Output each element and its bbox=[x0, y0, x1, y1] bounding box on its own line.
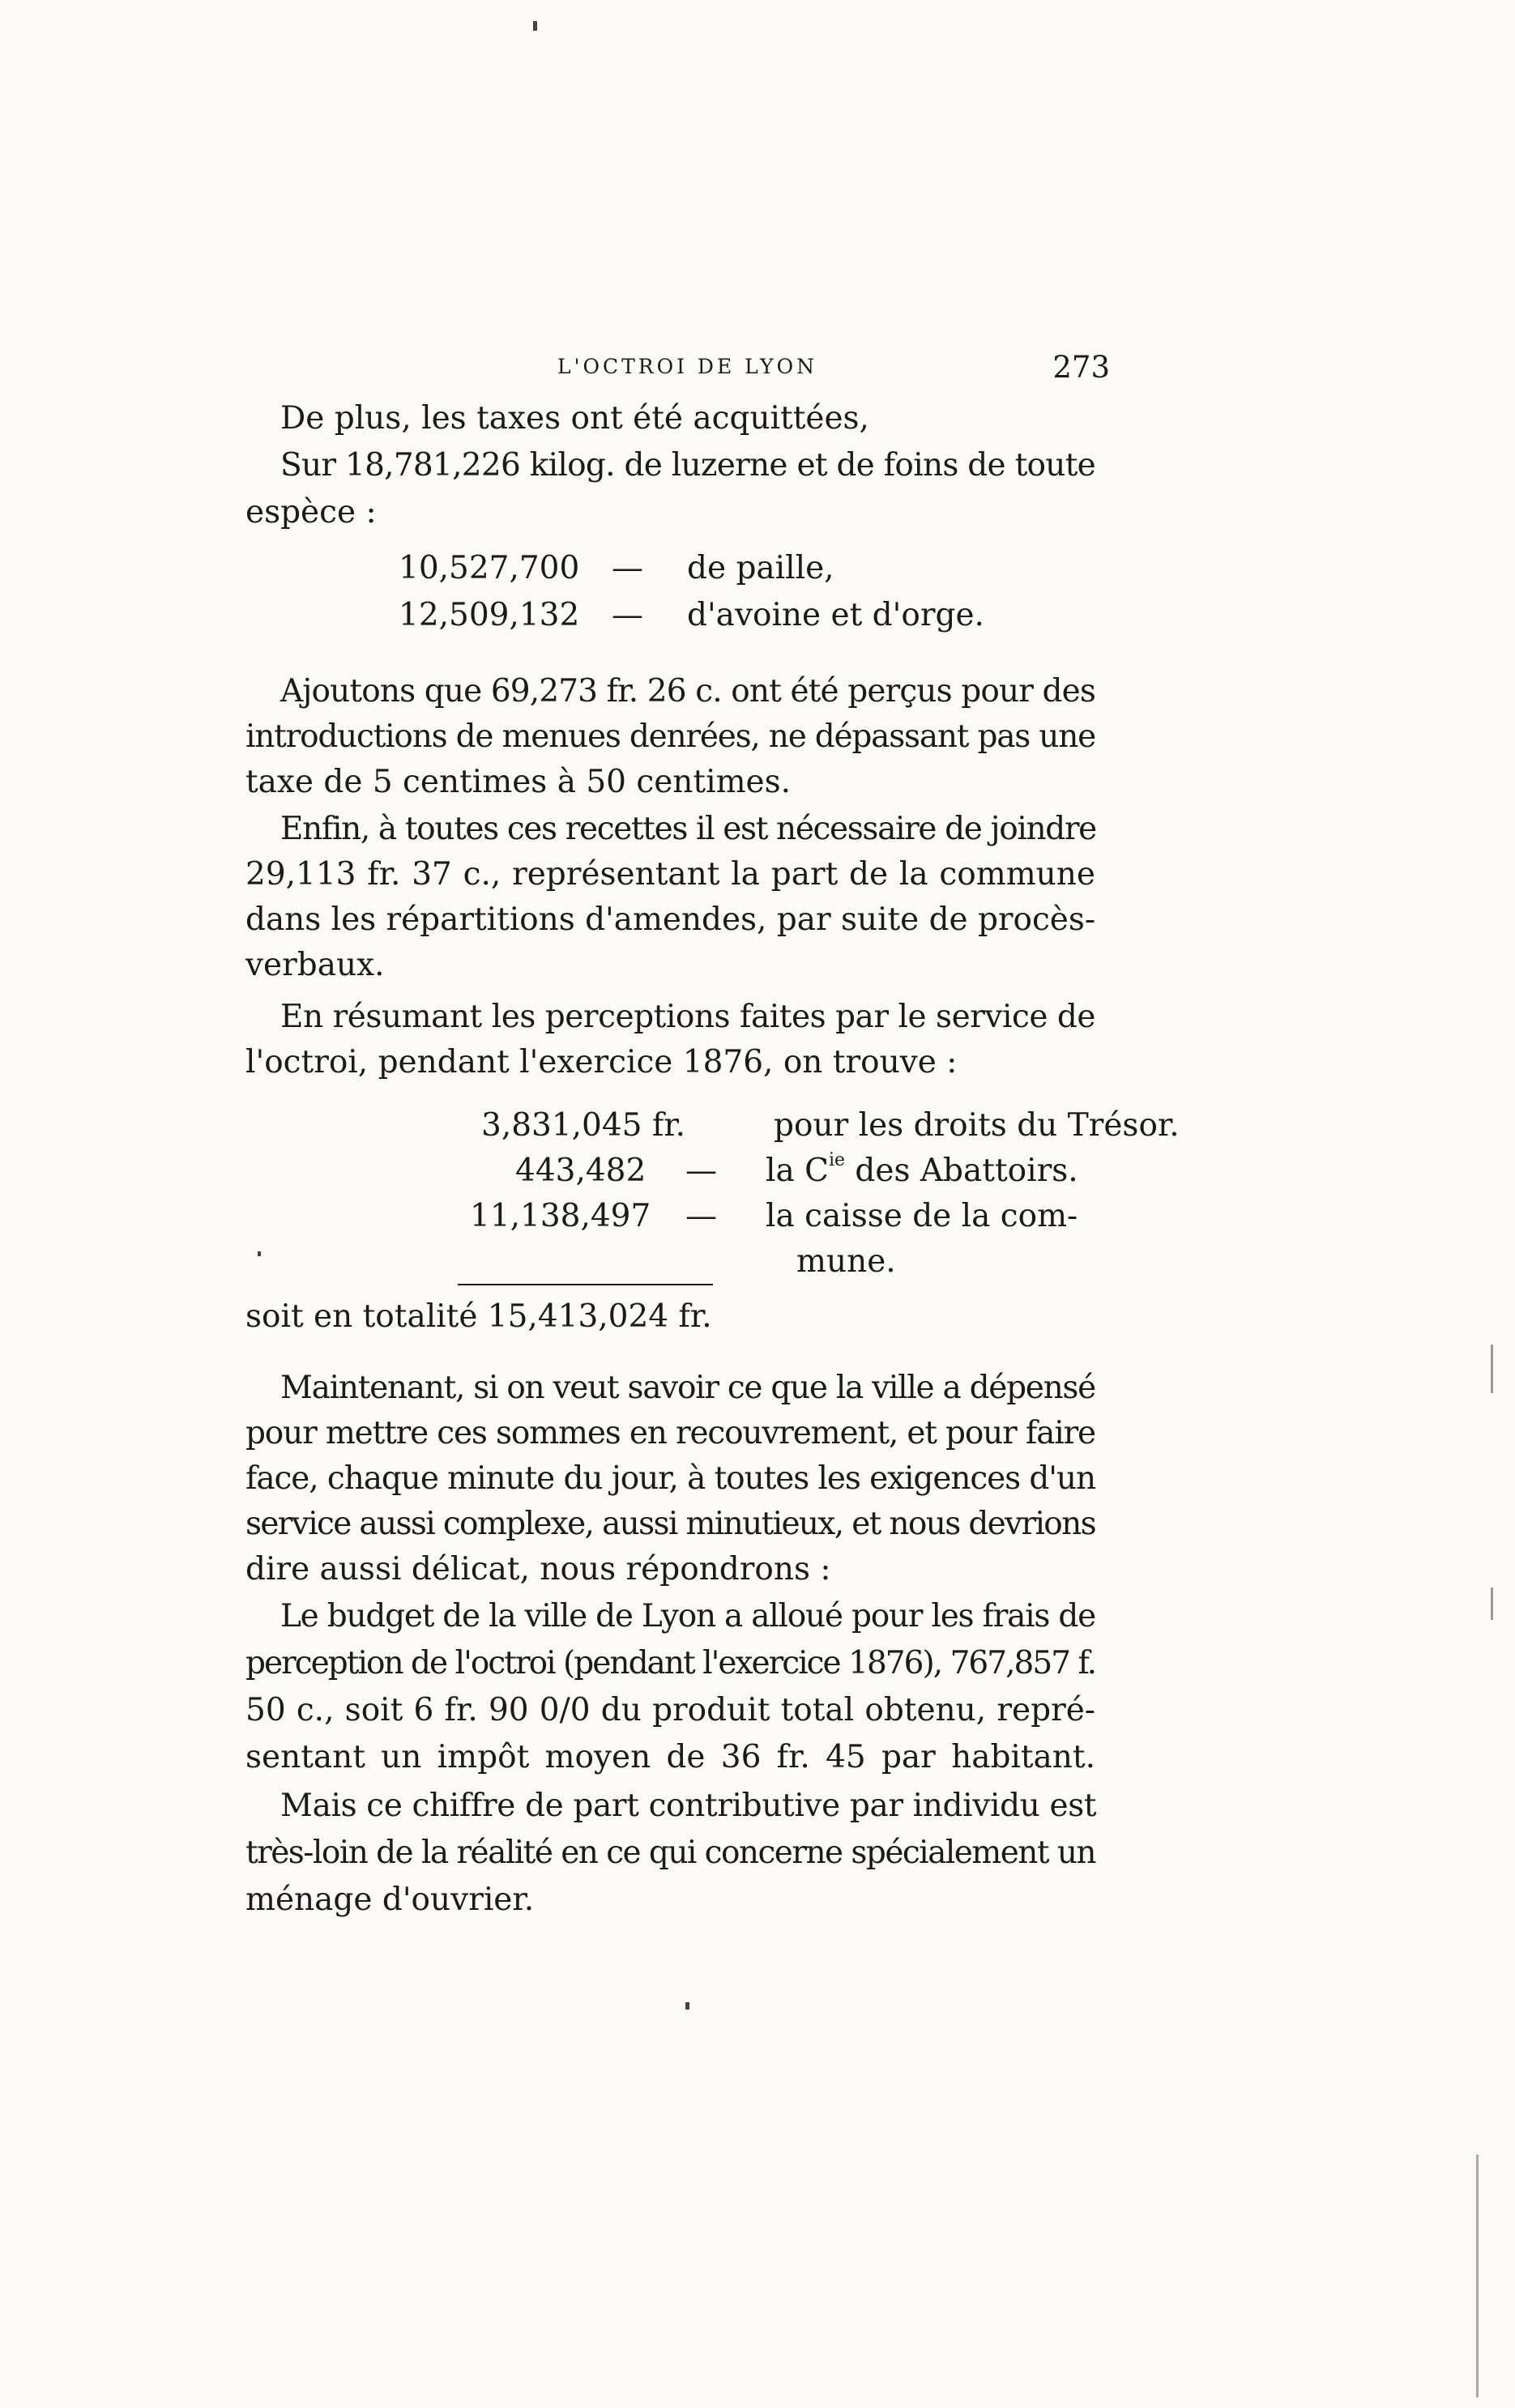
text-line: introductions de menues denrées, ne dépassant pas une bbox=[245, 718, 1095, 755]
page-number: 273 bbox=[1052, 350, 1110, 385]
text-line: l'octroi, pendant l'exercice 1876, on trouve : bbox=[245, 1044, 958, 1080]
fodder-item: de paille, bbox=[687, 550, 834, 586]
text-line: dire aussi délicat, nous répondrons : bbox=[245, 1551, 831, 1588]
receipt-dash: — bbox=[685, 1153, 717, 1189]
text-line: De plus, les taxes ont été acquittées, bbox=[280, 400, 869, 437]
scan-speck bbox=[533, 21, 537, 31]
fodder-dash: — bbox=[612, 597, 643, 633]
receipt-continuation: mune. bbox=[796, 1243, 896, 1280]
text-line: service aussi complexe, aussi minutieux, et nous devrions bbox=[245, 1506, 1095, 1542]
text-line: 50 c., soit 6 fr. 90 0/0 du produit total obtenu, repré- bbox=[245, 1692, 1095, 1728]
text-line: Sur 18,781,226 kilog. de luzerne et de foins de toute bbox=[280, 447, 1095, 484]
text-line: taxe de 5 centimes à 50 centimes. bbox=[245, 764, 792, 800]
receipt-amount: 3,831,045 fr. bbox=[481, 1107, 686, 1144]
text-line: ménage d'ouvrier. bbox=[245, 1882, 535, 1918]
text-line: très-loin de la réalité en ce qui concerne spécialement un bbox=[245, 1835, 1095, 1871]
text-line: En résumant les perceptions faites par le service de bbox=[280, 999, 1095, 1035]
text-line: pour mettre ces sommes en recouvrement, et pour faire bbox=[245, 1415, 1095, 1451]
receipt-dash: — bbox=[685, 1198, 717, 1234]
margin-mark bbox=[1476, 2154, 1479, 2397]
receipt-amount: 443,482 bbox=[515, 1153, 647, 1189]
fodder-dash: — bbox=[612, 550, 643, 586]
margin-mark bbox=[1491, 1588, 1493, 1620]
sum-rule bbox=[458, 1284, 713, 1285]
text-line: espèce : bbox=[245, 494, 377, 531]
text-line: verbaux. bbox=[245, 947, 385, 983]
page-header bbox=[243, 350, 1110, 390]
text-line: Maintenant, si on veut savoir ce que la ville a dépensé bbox=[280, 1370, 1095, 1406]
fodder-quantity: 10,527,700 bbox=[399, 550, 580, 586]
text-line: Le budget de la ville de Lyon a alloué pour les frais de bbox=[280, 1598, 1095, 1634]
text-line: Enfin, à toutes ces recettes il est nécessaire de joindre bbox=[280, 811, 1096, 847]
text-line: face, chaque minute du jour, à toutes les exigences d'un bbox=[245, 1460, 1095, 1497]
text-line: Ajoutons que 69,273 fr. 26 c. ont été perçus pour des bbox=[280, 673, 1095, 710]
fodder-item: d'avoine et d'orge. bbox=[687, 597, 984, 633]
running-title: L'OCTROI DE LYON bbox=[557, 355, 818, 378]
scan-speck bbox=[685, 2002, 689, 2010]
text-line: Mais ce chiffre de part contributive par individu est bbox=[280, 1788, 1097, 1824]
fodder-quantity: 12,509,132 bbox=[399, 597, 580, 633]
receipt-label: pour les droits du Trésor. bbox=[774, 1107, 1180, 1144]
text-line: dans les répartitions d'amendes, par suite de procès- bbox=[245, 901, 1095, 938]
text-line: perception de l'octroi (pendant l'exercice 1876), 767,857 f. bbox=[245, 1645, 1095, 1681]
receipt-amount: 11,138,497 bbox=[470, 1198, 651, 1234]
receipt-label: la caisse de la com- bbox=[766, 1198, 1078, 1234]
text-line: 29,113 fr. 37 c., représentant la part de la commune bbox=[245, 856, 1095, 893]
receipt-label: la $C^{ie}$ des Abattoirs. bbox=[766, 1150, 1078, 1189]
receipt-total: soit en totalité 15,413,024 fr. bbox=[245, 1298, 712, 1335]
text-line: sentant un impôt moyen de 36 fr. 45 par habitant. bbox=[245, 1739, 1095, 1775]
margin-mark bbox=[1491, 1345, 1493, 1393]
scan-speck bbox=[258, 1251, 261, 1256]
